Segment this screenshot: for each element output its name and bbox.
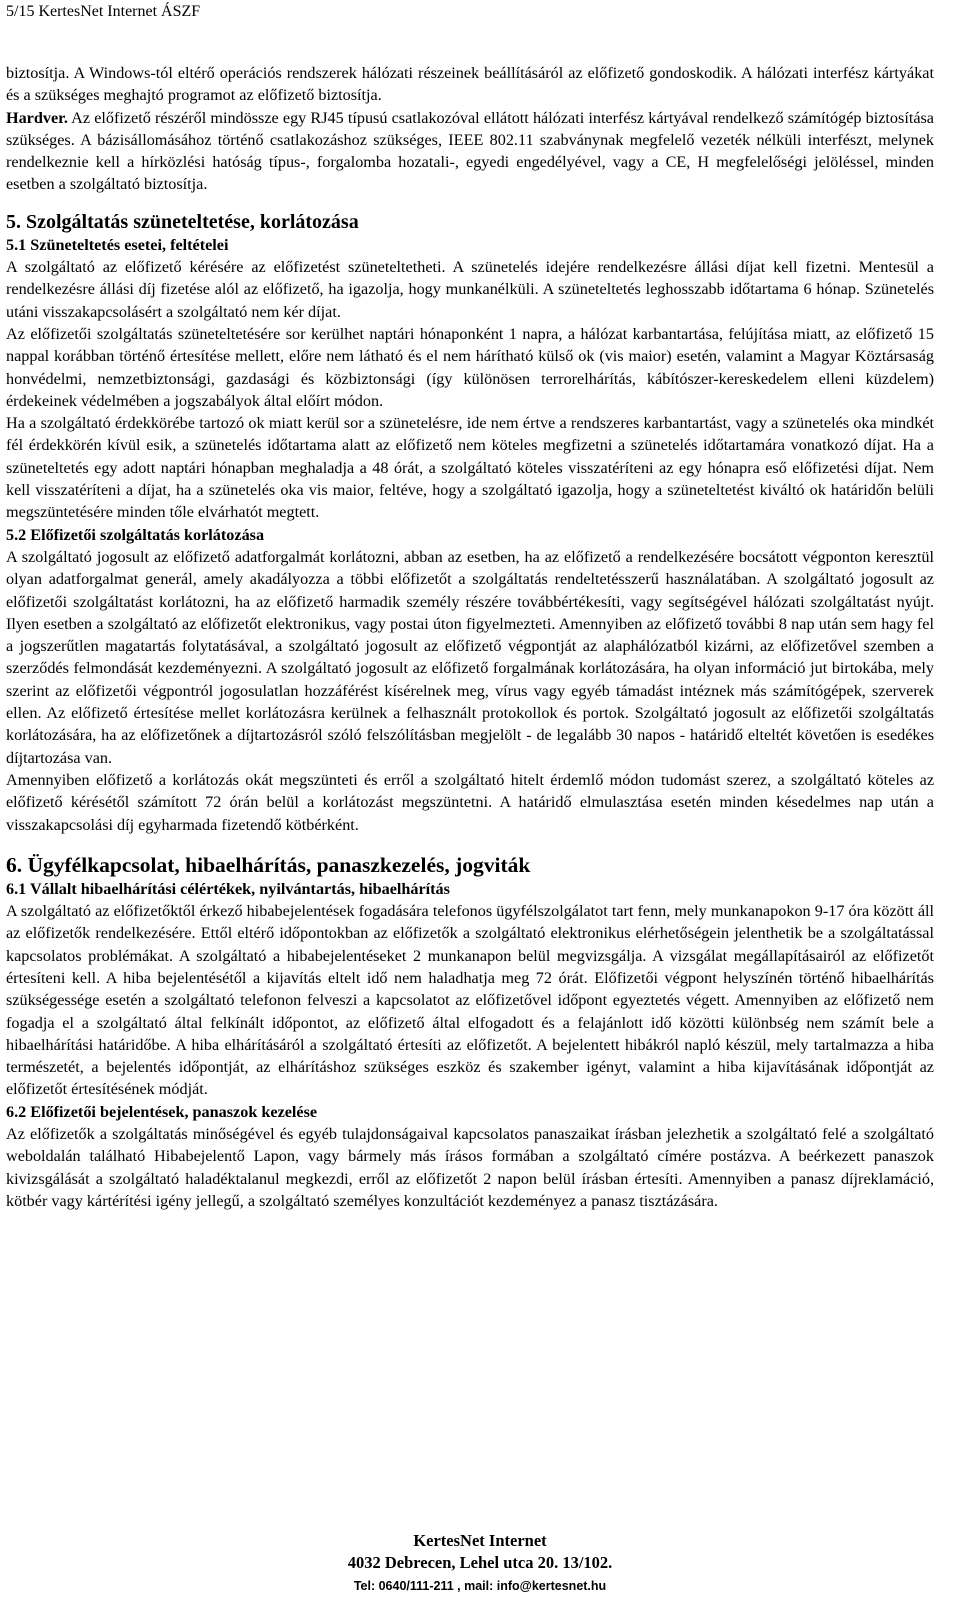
hardver-text: Az előfizető részéről mindössze egy RJ45 típusú csatlakozóval ellátott hálózati interfész kártyával rendelkező számítógép biztosítása szükséges. A bázisállomásához történő csatlakozáshoz szükséges, IEEE 802.11 szabványnak megfelelő vezeték nélküli interfészt, melynek rendelkeznie kell a hírközlési hatóság típus-, forgalomba hozatali-, egyedi engedélyével, vagy a CE, H megfelelőségi jelöléssel, minden esetben a szolgáltató biztosítja.: [6, 108, 934, 194]
paragraph-hardver: [6, 107, 934, 196]
paragraph: Ha a szolgáltató érdekkörébe tartozó ok miatt kerül sor a szünetelésre, ide nem értve a rendszeres karbantartást, vagy a szünetelés oka mindkét fél érdekkörén kívül esik, a szünetelés időtartama alatt az előfizető nem köteles megfizetni a szünetelés időtartamára vonatkozó díjat. Ha a szüneteltetés egy adott naptári hónapban meghaladja a 48 órát, a szolgáltató köteles visszatéríteni az egy hónapra eső előfizetési díjat. Nem kell visszatéríteni a díjat, ha a szünetelés oka vis maior, feltéve, hogy a szolgáltató igazolja, hogy a szüneteltetést kiváltó ok határidőn belüli megszüntetésére minden tőle elvárhatót megtett.: [6, 414, 934, 522]
footer-contact: Tel: 0640/111-211 , mail: info@kertesnet.hu: [353, 1579, 607, 1593]
footer-address: 4032 Debrecen, Lehel utca 20. 13/102.: [347, 1553, 613, 1572]
paragraph: A szolgáltató az előfizető kérésére az előfizetést szüneteltetheti. A szünetelés idejére rendelkezésre állási díjat kell fizetni. Mentesül a rendelkezésre állási díj fizetése alól az előfizető, ha igazolja, hogy munkanélküli. A szüneteltetés leghosszabb időtartama 6 hónap. Szünetelés utáni visszakapcsolásért a szolgáltató nem kér díjat.: [6, 258, 934, 321]
subsection-heading-6-1: 6.1 Vállalt hibaelhárítási célértékek, nyilvántartás, hibaelhárítás: [6, 879, 450, 898]
paragraph: biztosítja. A Windows-tól eltérő operációs rendszerek hálózati részeinek beállításáról az előfizető gondoskodik. A hálózati interfész kártyákat és a szükséges meghajtó programot az előfizető biztosítja.: [6, 64, 934, 105]
page-header: 5/15 KertesNet Internet ÁSZF: [6, 3, 201, 20]
paragraph: A szolgáltató jogosult az előfizető adatforgalmát korlátozni, abban az esetben, ha az előfizető a rendelkezésére bocsátott végponton keresztül olyan adatforgalmat generál, amely akadályozza a többi előfizetőt a szolgáltatás rendeltetésszerű használatában. A szolgáltató jogosult az előfizetői szolgáltatást korlátozni, ha az előfizető harmadik személy részére továbbértékesíti, vagy segítségével hálózati szolgáltatást nyújt. Ilyen esetben a szolgáltató az előfizetőt elektronikus, vagy postai úton figyelmezteti. Amennyiben az előfizető további 8 nap után sem hagy fel a jogszerűtlen magatartás folytatásával, a szolgáltató jogosult az előfizető végpontját az alaphálózatból kizárni, az előfizetővel szemben a szerződés felmondását kezdeményezni. A szolgáltató jogosult az előfizető forgalmának korlátozására, ha olyan információ jut birtokába, mely szerint az előfizetői végpontról jogosulatlan hozzáférést kísérelnek meg, vírus vagy egyéb támadást intéznek más számítógépek, szerverek ellen. Az előfizető értesítése mellet korlátozásra kerülnek a felhasznált protokollok és portok. Szolgáltató jogosult az előfizetői szolgáltatás korlátozására, ha az előfizetőnek a díjtartozásról szóló felszólításban megjelölt - de legalább 30 napos - határidő elteltét követően is esedékes díjtartozása van.: [6, 547, 934, 767]
document-body: [6, 62, 934, 1212]
hardver-label: Hardver.: [6, 108, 68, 127]
paragraph: Az előfizetői szolgáltatás szüneteltetésére sor kerülhet naptári hónaponként 1 napra, a hálózat karbantartása, felújítása miatt, az előfizető 15 nappal korábban történő értesítése mellett, előre nem látható és el nem hárítható külső ok (vis maior) esetén, valamint a Magyar Köztársaság honvédelmi, nemzetbiztonsági, gazdasági és közbiztonsági (így különösen terrorelhárítás, kábítószer-kereskedelem elleni küzdelem) érdekeinek védelmében a jogszabályok által előírt módon.: [6, 324, 934, 410]
page-footer: [0, 1530, 960, 1595]
subsection-heading-6-2: 6.2 Előfizetői bejelentések, panaszok kezelése: [6, 1102, 318, 1121]
subsection-heading-5-1: 5.1 Szüneteltetés esetei, feltételei: [6, 235, 229, 254]
section-heading-6: 6. Ügyfélkapcsolat, hibaelhárítás, panaszkezelés, jogviták: [6, 852, 531, 877]
subsection-heading-5-2: 5.2 Előfizetői szolgáltatás korlátozása: [6, 525, 265, 544]
paragraph: Az előfizetők a szolgáltatás minőségével és egyéb tulajdonságaival kapcsolatos panaszaikat írásban jelezhetik a szolgáltató felé a szolgáltató weboldalán található Hibabejelentő Lapon, vagy bármely más írásos formában a szolgáltató címére postázva. A beérkezett panaszok kivizsgálását a szolgáltató haladéktalanul megkezdi, erről az előfizetőt 2 napon belül írásban értesíti. Amennyiben a panasz díjreklamáció, kötbér vagy kártérítési igény jellegű, a szolgáltató személyes konzultációt kezdeményez a panasz tisztázására.: [6, 1125, 934, 1210]
paragraph: A szolgáltató az előfizetőktől érkező hibabejelentések fogadására telefonos ügyfélszolgálatot tart fenn, mely munkanapokon 9-17 óra között áll az előfizetők rendelkezésére. Ettől eltérő időpontokban az előfizetők a szolgáltató elektronikus elérhetőségein jelenthetik be a szolgáltatással kapcsolatos problémákat. A szolgáltató a hibabejelentéseket 2 munkanapon belül megvizsgálja. A vizsgálat megállapításairól az előfizetőt értesíteni kell. A hiba bejelentésétől a kijavítás eltelt idő nem haladhatja meg 72 órát. Előfizetői végpont helyszínén történő hibaelhárítás szükségessége esetén a szolgáltató telefonon felveszi a kapcsolatot az előfizetővel időpont egyeztetés végett. Amennyiben az előfizető nem fogadja el a szolgáltató által felkínált időpontot, az előfizető által elfogadott és a felajánlott idő közötti különbség nem számít bele a hibaelhárítási határidőbe. A hiba elhárításáról a szolgáltató értesíti az előfizetőt. A bejelentett hibákról napló készül, mely tartalmazza a hiba természetét, a bejelentés időpontját, az elhárításhoz szükséges eszköz és szakember igényt, valamint a hiba kijavításának időpontját az előfizetőt értesítésének módját.: [6, 902, 934, 1099]
footer-company: KertesNet Internet: [413, 1531, 547, 1550]
paragraph: Amennyiben előfizető a korlátozás okát megszünteti és erről a szolgáltató hitelt érdemlő módon tudomást szerez, a szolgáltató köteles az előfizető kérésétől számított 72 órán belül a korlátozást megszüntetni. A határidő elmulasztása esetén minden késedelmes nap után a visszakapcsolási díj egyharmada fizetendő kötbérként.: [6, 770, 934, 834]
section-heading-5: 5. Szolgáltatás szüneteltetése, korlátozása: [6, 210, 359, 233]
